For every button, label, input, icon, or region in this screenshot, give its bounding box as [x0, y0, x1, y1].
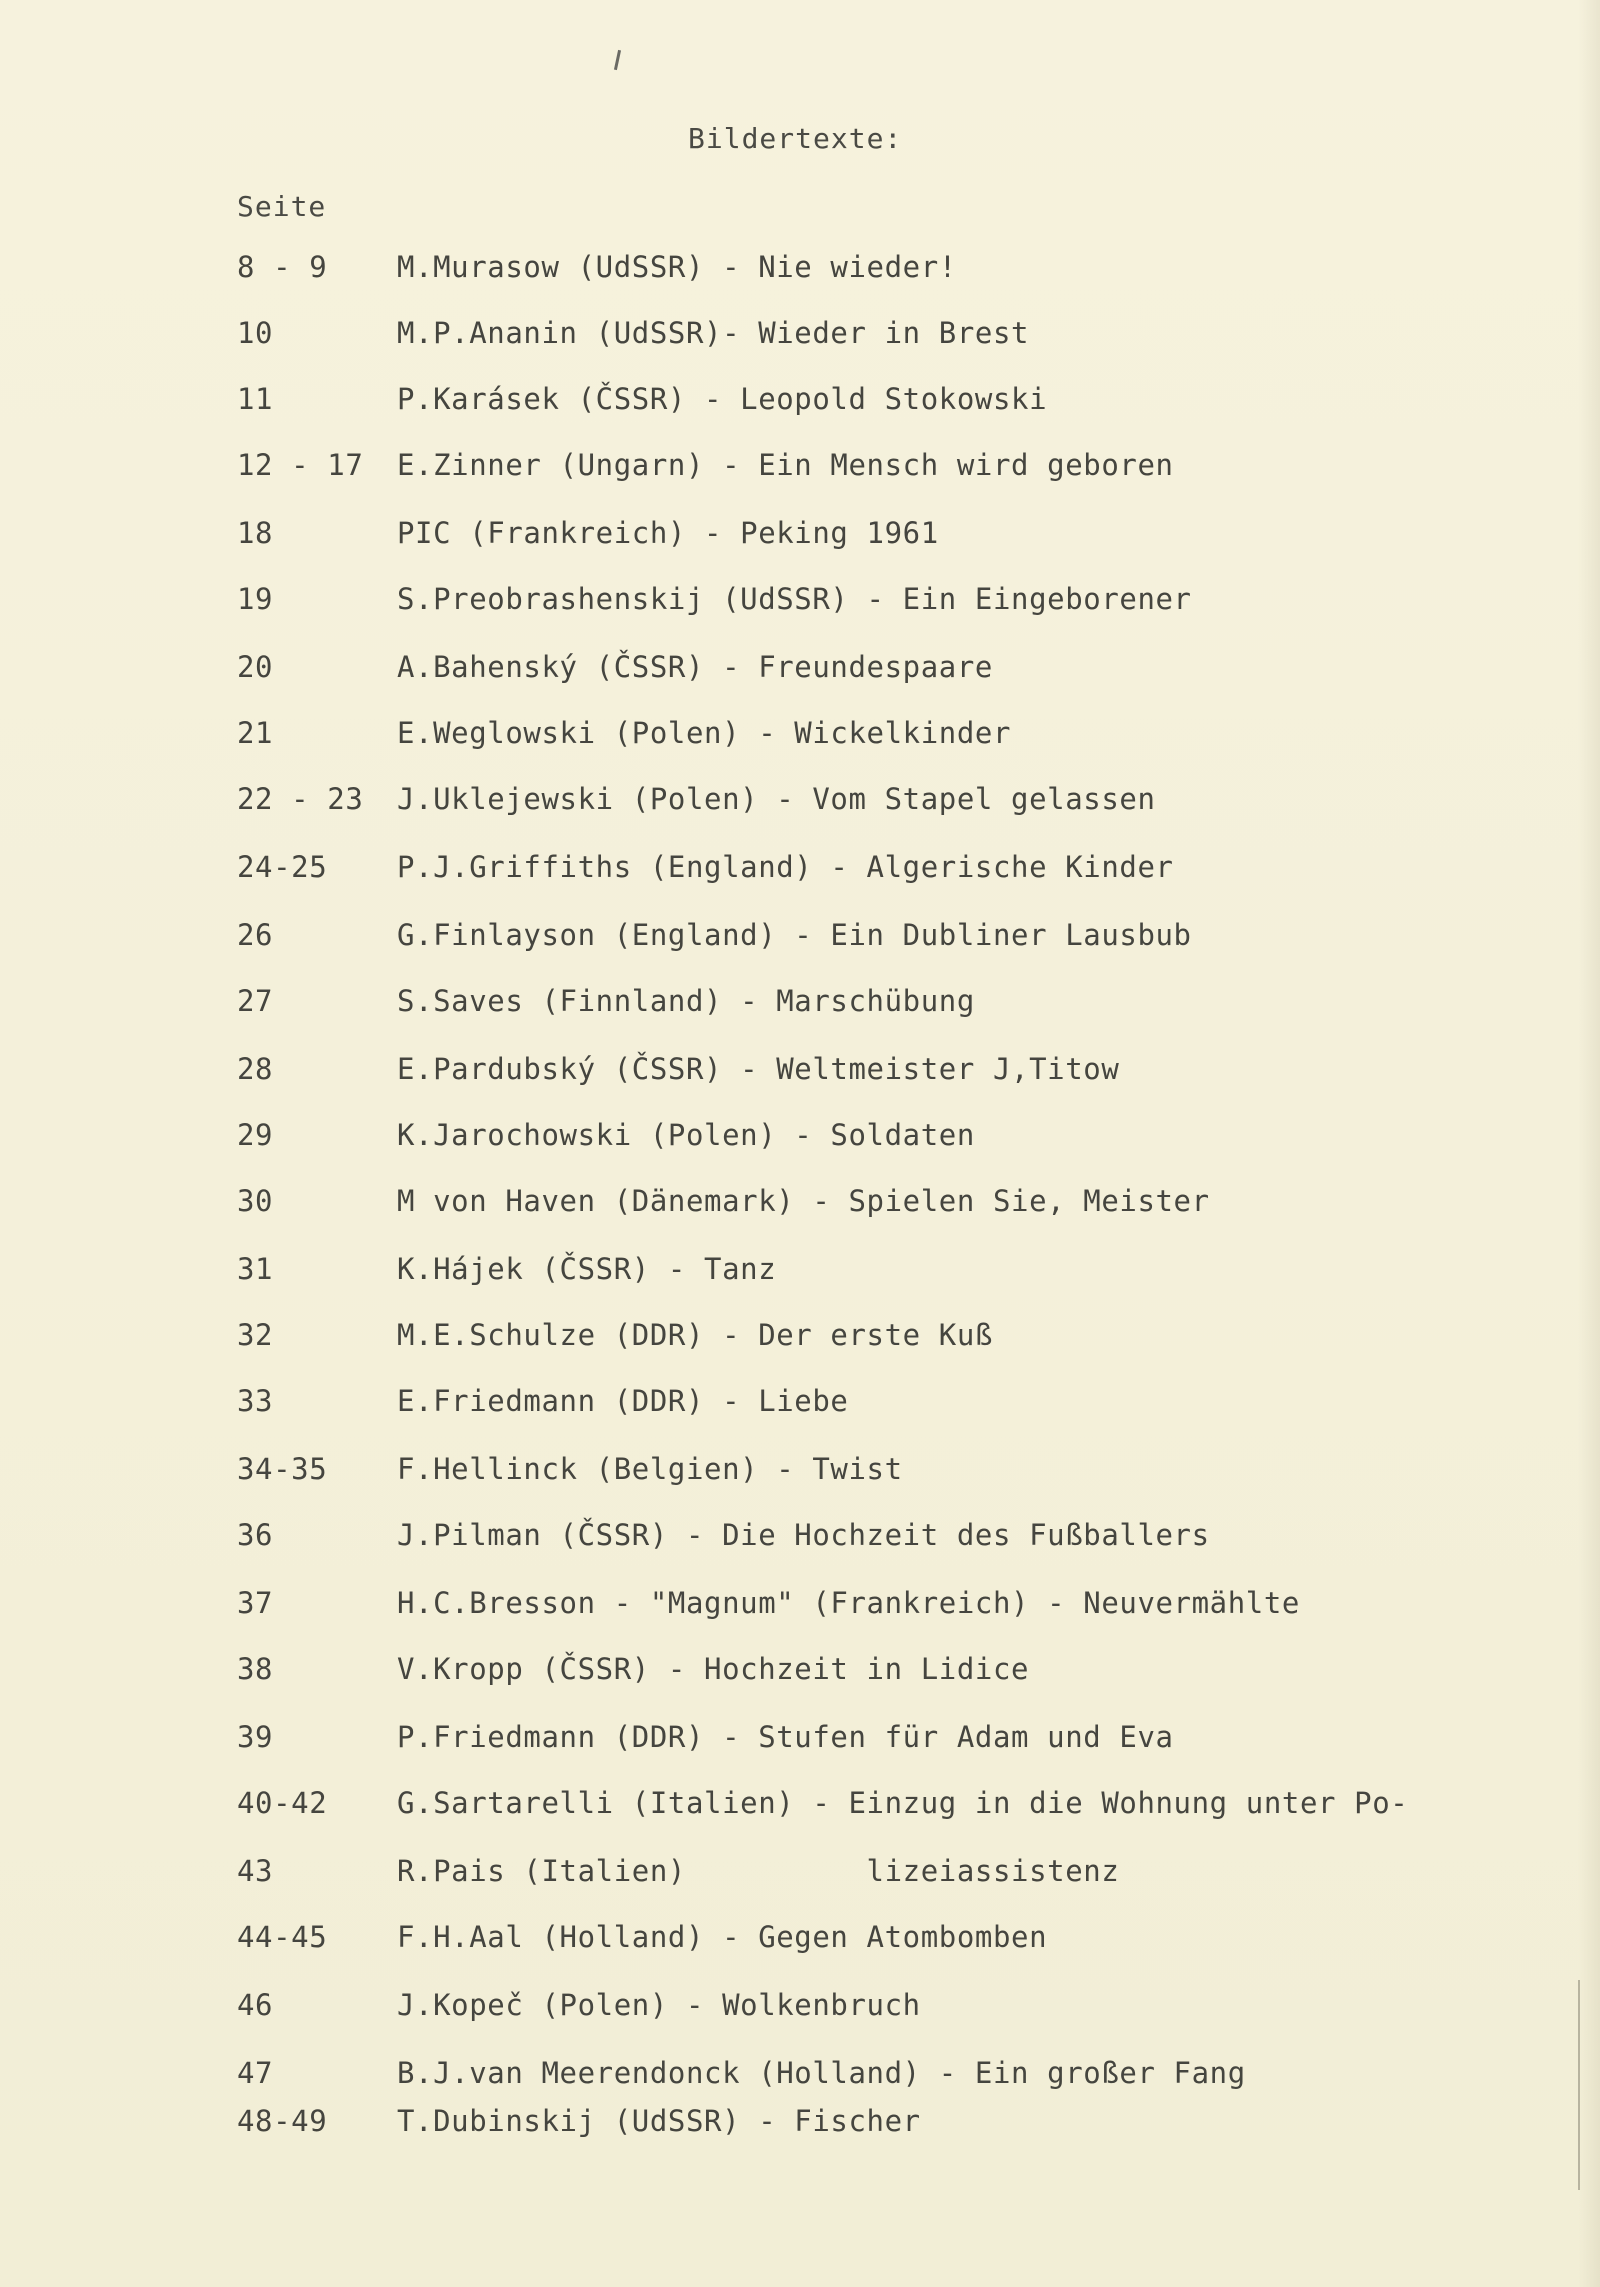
- entry-page-number: 48-49: [237, 2104, 328, 2138]
- caption-entry: [237, 1318, 1557, 1362]
- caption-entry: [237, 716, 1557, 760]
- entry-caption: B.J.van Meerendonck (Holland) - Ein großer Fang: [397, 2056, 1246, 2090]
- caption-entry: [237, 1518, 1557, 1562]
- entry-page-number: 43: [237, 1854, 274, 1888]
- caption-entry: [237, 1384, 1557, 1428]
- pen-mark: [1578, 1980, 1580, 2190]
- caption-entry: [237, 2104, 1557, 2148]
- caption-entry: [237, 1720, 1557, 1764]
- caption-entry: [237, 1652, 1557, 1696]
- caption-entry: [237, 516, 1557, 560]
- caption-entry: [237, 2056, 1557, 2100]
- paper-edge: [1578, 0, 1600, 2287]
- entry-page-number: 44-45: [237, 1920, 328, 1954]
- entry-caption: P.J.Griffiths (England) - Algerische Kinder: [397, 850, 1174, 884]
- caption-entry: [237, 1786, 1557, 1830]
- entry-caption: G.Finlayson (England) - Ein Dubliner Lausbub: [397, 918, 1192, 952]
- entry-page-number: 46: [237, 1988, 274, 2022]
- entry-caption: T.Dubinskij (UdSSR) - Fischer: [397, 2104, 921, 2138]
- entry-caption: E.Zinner (Ungarn) - Ein Mensch wird geboren: [397, 448, 1174, 482]
- entry-page-number: 24-25: [237, 850, 328, 884]
- entry-caption: J.Uklejewski (Polen) - Vom Stapel gelassen: [397, 782, 1156, 816]
- entry-page-number: 21: [237, 716, 274, 750]
- caption-entry: [237, 582, 1557, 626]
- entry-page-number: 26: [237, 918, 274, 952]
- entry-page-number: 28: [237, 1052, 274, 1086]
- entry-caption: J.Pilman (ČSSR) - Die Hochzeit des Fußballers: [397, 1518, 1210, 1552]
- caption-entry: [237, 316, 1557, 360]
- entry-page-number: 39: [237, 1720, 274, 1754]
- caption-entry: [237, 382, 1557, 426]
- entry-caption: E.Friedmann (DDR) - Liebe: [397, 1384, 849, 1418]
- entry-caption: F.Hellinck (Belgien) - Twist: [397, 1452, 903, 1486]
- entry-page-number: 12 - 17: [237, 448, 364, 482]
- caption-entry: [237, 1854, 1557, 1898]
- entry-caption: J.Kopeč (Polen) - Wolkenbruch: [397, 1988, 921, 2022]
- caption-entry: [237, 850, 1557, 894]
- entry-caption: E.Weglowski (Polen) - Wickelkinder: [397, 716, 1012, 750]
- entry-page-number: 47: [237, 2056, 274, 2090]
- entry-caption: M von Haven (Dänemark) - Spielen Sie, Meister: [397, 1184, 1210, 1218]
- page-column-label: Seite: [237, 190, 327, 223]
- entry-caption: A.Bahenský (ČSSR) - Freundespaare: [397, 650, 993, 684]
- entry-caption: H.C.Bresson - "Magnum" (Frankreich) - Neuvermählte: [397, 1586, 1300, 1620]
- entry-caption: M.E.Schulze (DDR) - Der erste Kuß: [397, 1318, 993, 1352]
- entry-caption: G.Sartarelli (Italien) - Einzug in die Wohnung unter Po-: [397, 1786, 1409, 1820]
- entry-caption: M.Murasow (UdSSR) - Nie wieder!: [397, 250, 957, 284]
- entry-caption: E.Pardubský (ČSSR) - Weltmeister J,Titow: [397, 1052, 1120, 1086]
- caption-entry: [237, 1052, 1557, 1096]
- entry-page-number: 29: [237, 1118, 274, 1152]
- entry-page-number: 19: [237, 582, 274, 616]
- caption-entry: [237, 1452, 1557, 1496]
- caption-entry: [237, 984, 1557, 1028]
- entry-caption: PIC (Frankreich) - Peking 1961: [397, 516, 939, 550]
- caption-entry: [237, 1586, 1557, 1630]
- entry-caption: R.Pais (Italien) lizeiassistenz: [397, 1854, 1120, 1888]
- entry-page-number: 34-35: [237, 1452, 328, 1486]
- entry-page-number: 38: [237, 1652, 274, 1686]
- caption-entry: [237, 1118, 1557, 1162]
- entry-caption: K.Hájek (ČSSR) - Tanz: [397, 1252, 777, 1286]
- pen-mark: [614, 50, 621, 70]
- entry-caption: S.Preobrashenskij (UdSSR) - Ein Eingeborener: [397, 582, 1192, 616]
- entry-caption: M.P.Ananin (UdSSR)- Wieder in Brest: [397, 316, 1030, 350]
- entry-page-number: 27: [237, 984, 274, 1018]
- entry-caption: K.Jarochowski (Polen) - Soldaten: [397, 1118, 975, 1152]
- caption-entry: [237, 448, 1557, 492]
- caption-entry: [237, 250, 1557, 294]
- entry-page-number: 10: [237, 316, 274, 350]
- entry-page-number: 20: [237, 650, 274, 684]
- entry-caption: F.H.Aal (Holland) - Gegen Atombomben: [397, 1920, 1048, 1954]
- entry-page-number: 22 - 23: [237, 782, 364, 816]
- entry-page-number: 11: [237, 382, 274, 416]
- entry-page-number: 18: [237, 516, 274, 550]
- entry-caption: P.Karásek (ČSSR) - Leopold Stokowski: [397, 382, 1048, 416]
- caption-entry: [237, 1184, 1557, 1228]
- caption-entry: [237, 1988, 1557, 2032]
- entry-page-number: 36: [237, 1518, 274, 1552]
- caption-entry: [237, 1252, 1557, 1296]
- entry-page-number: 40-42: [237, 1786, 328, 1820]
- entry-caption: S.Saves (Finnland) - Marschübung: [397, 984, 975, 1018]
- entry-page-number: 37: [237, 1586, 274, 1620]
- page-title: Bildertexte:: [688, 122, 903, 155]
- entry-caption: V.Kropp (ČSSR) - Hochzeit in Lidice: [397, 1652, 1030, 1686]
- caption-entry: [237, 918, 1557, 962]
- entry-caption: P.Friedmann (DDR) - Stufen für Adam und Eva: [397, 1720, 1174, 1754]
- caption-entry: [237, 782, 1557, 826]
- caption-entry: [237, 650, 1557, 694]
- entry-page-number: 8 - 9: [237, 250, 328, 284]
- caption-entry: [237, 1920, 1557, 1964]
- entry-page-number: 33: [237, 1384, 274, 1418]
- entry-page-number: 30: [237, 1184, 274, 1218]
- entry-page-number: 32: [237, 1318, 274, 1352]
- entry-page-number: 31: [237, 1252, 274, 1286]
